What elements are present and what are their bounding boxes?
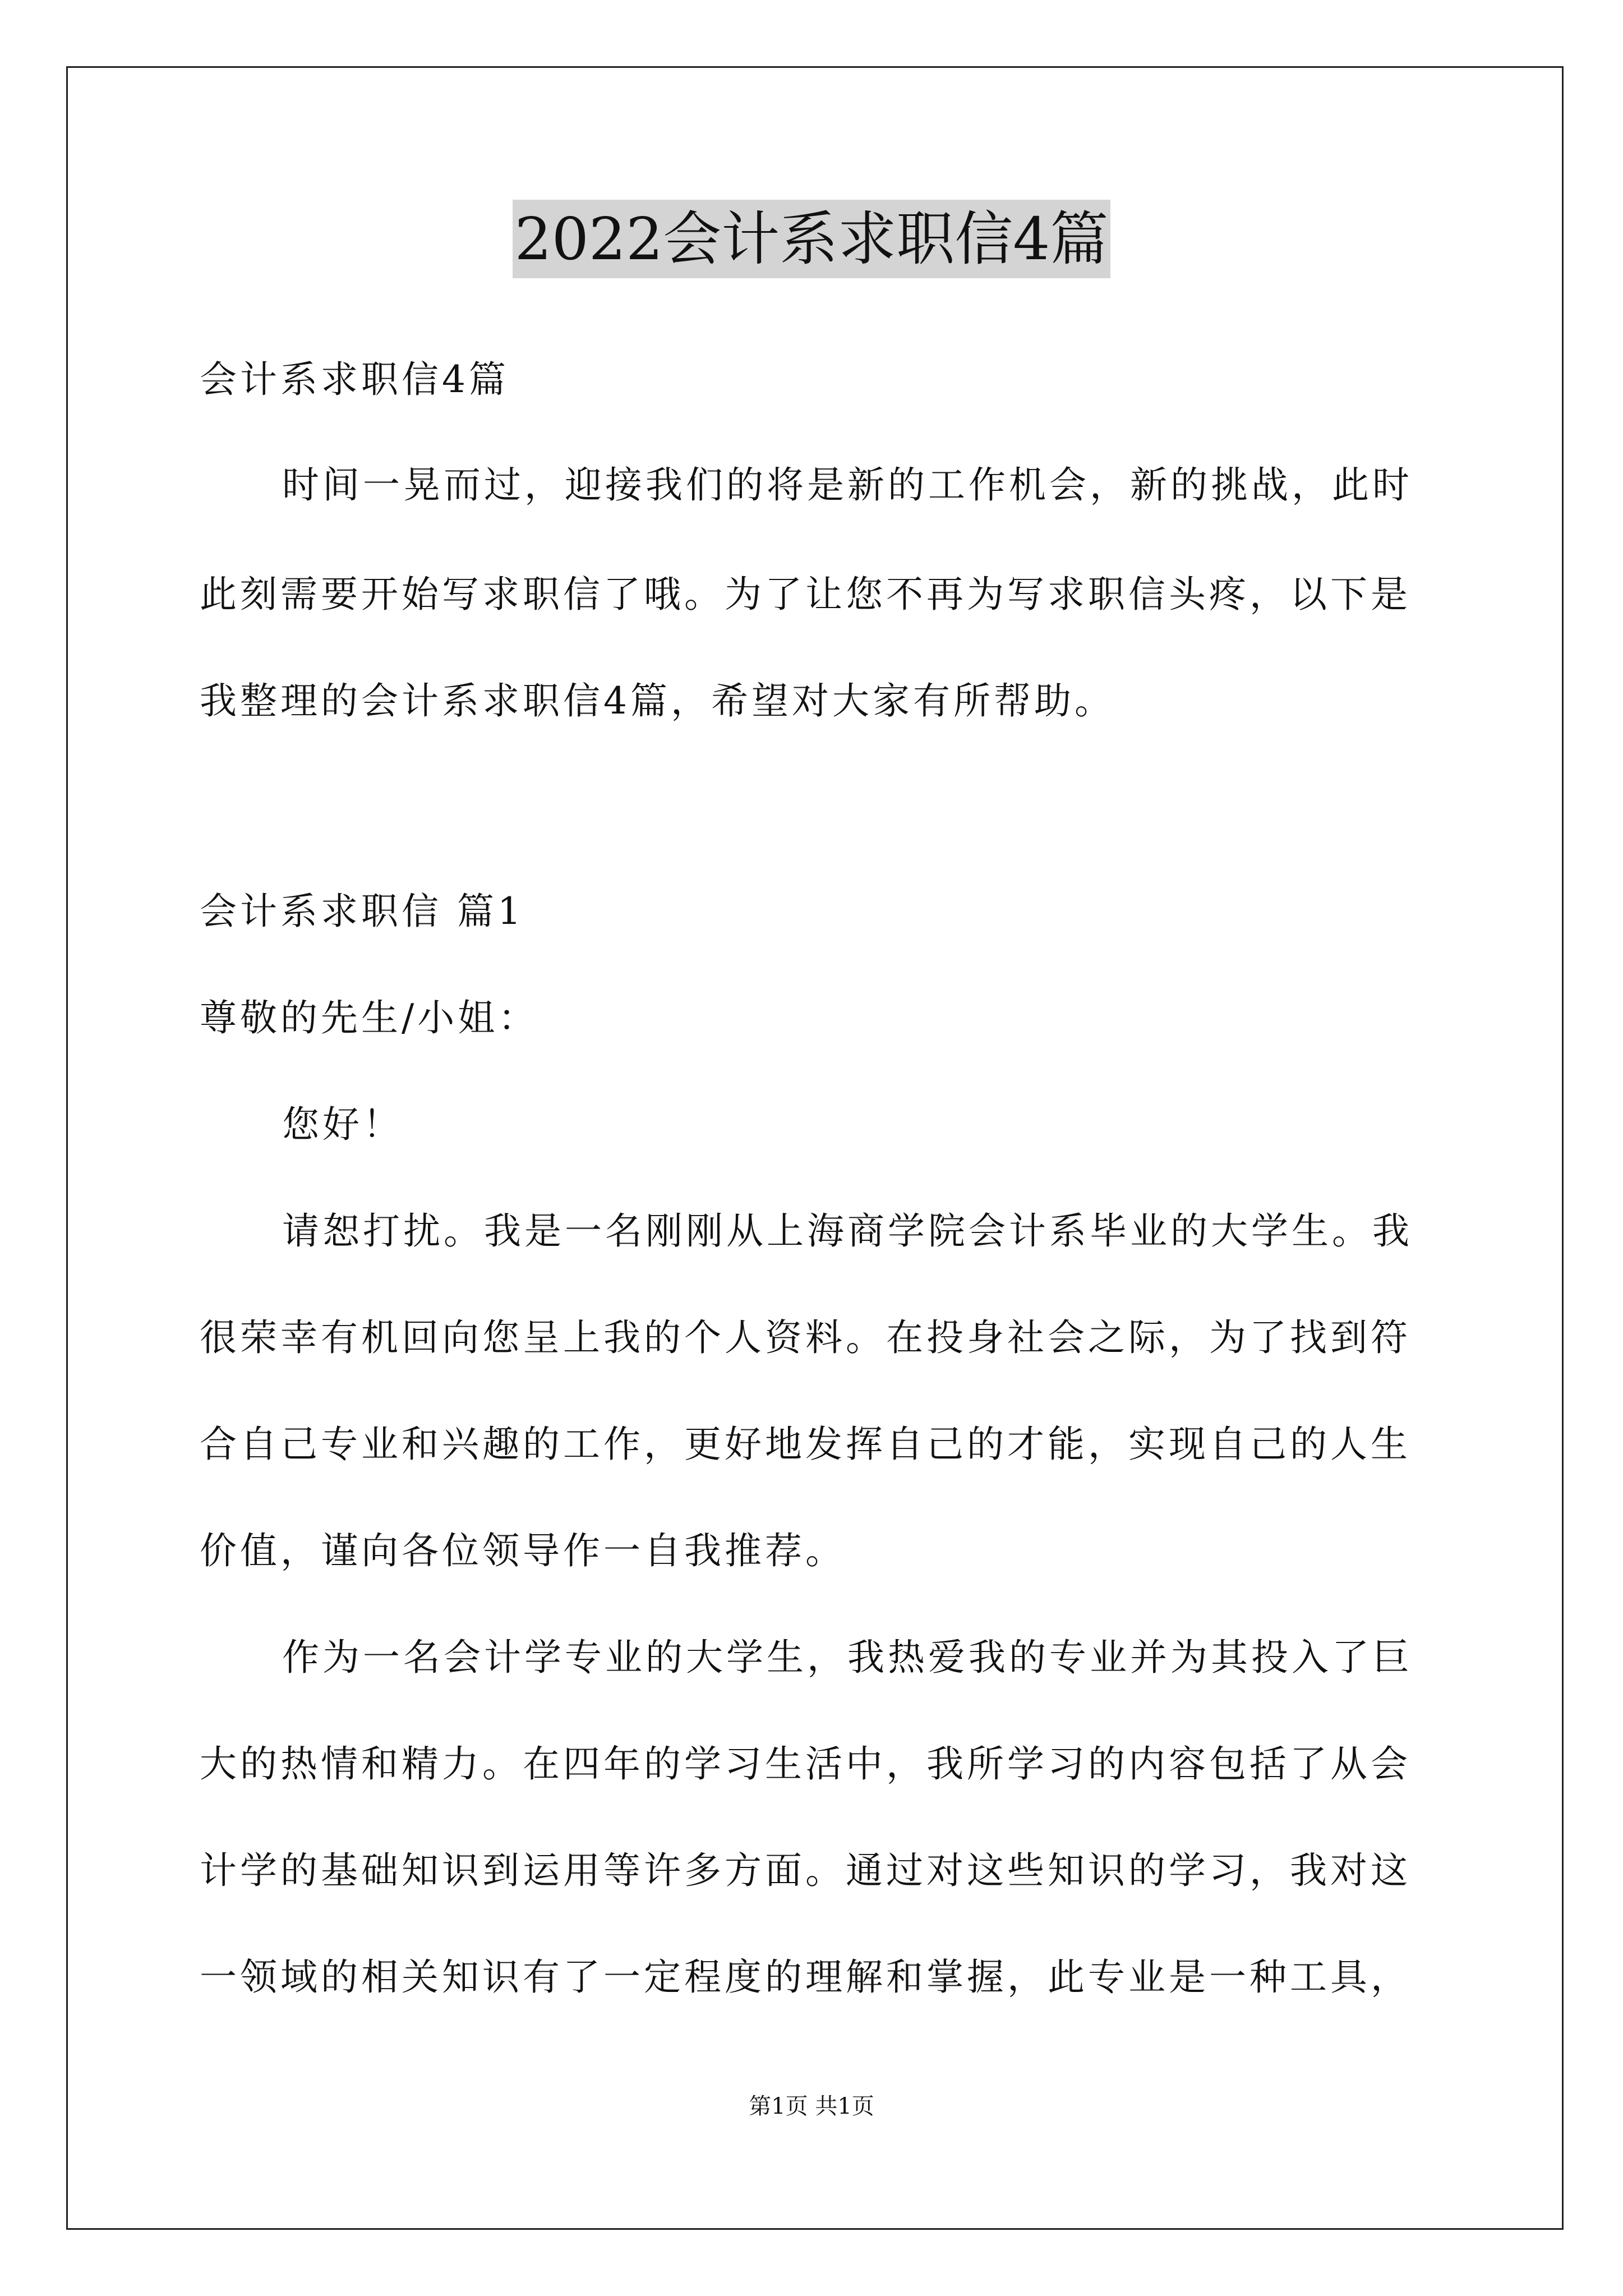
paragraph2-line-2: 大的热情和精力。在四年的学习生活中，我所学习的内容包括了从会 [200, 1742, 1411, 1786]
intro-line-2: 此刻需要开始写求职信了哦。为了让您不再为写求职信头疼，以下是 [200, 573, 1411, 616]
intro-line-3: 我整理的会计系求职信4篇，希望对大家有所帮助。 [200, 679, 1115, 723]
document-title-container [0, 200, 1623, 284]
paragraph2-line-1: 作为一名会计学专业的大学生，我热爱我的专业并为其投入了巨 [282, 1636, 1413, 1679]
paragraph1-line-3: 合自己专业和兴趣的工作，更好地发挥自己的才能，实现自己的人生 [200, 1423, 1411, 1466]
salutation: 尊敬的先生/小姐： [200, 996, 539, 1039]
paragraph2-line-4: 一领域的相关知识有了一定程度的理解和掌握，此专业是一种工具， [200, 1955, 1411, 1999]
greeting: 您好！ [282, 1103, 403, 1146]
document-title: 2022会计系求职信4篇 [513, 200, 1111, 278]
page-footer: 第1页 共1页 [749, 2093, 874, 2119]
paragraph2-line-3: 计学的基础知识到运用等许多方面。通过对这些知识的学习，我对这 [200, 1849, 1411, 1892]
document-subtitle: 会计系求职信4篇 [200, 358, 509, 401]
section-heading: 会计系求职信 篇1 [200, 890, 524, 933]
intro-line-1: 时间一晃而过，迎接我们的将是新的工作机会，新的挑战，此时 [282, 463, 1413, 507]
paragraph1-line-4: 价值，谨向各位领导作一自我推荐。 [200, 1529, 846, 1572]
paragraph1-line-1: 请恕打扰。我是一名刚刚从上海商学院会计系毕业的大学生。我 [282, 1209, 1413, 1253]
paragraph1-line-2: 很荣幸有机回向您呈上我的个人资料。在投身社会之际，为了找到符 [200, 1316, 1411, 1359]
